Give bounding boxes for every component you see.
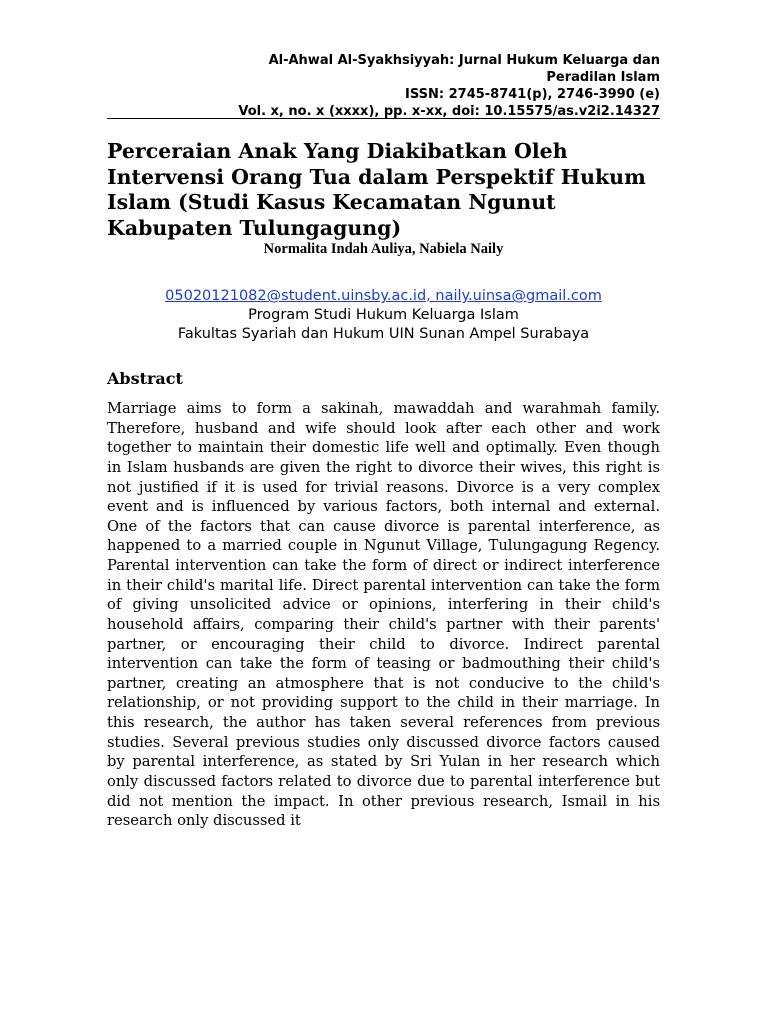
header-divider xyxy=(107,118,660,119)
author-emails-link[interactable]: 05020121082@student.uinsby.ac.id, naily.uinsa@gmail.com xyxy=(165,288,602,304)
abstract-text: Marriage aims to form a sakinah, mawaddah and warahmah family. Therefore, husband and wife should look after each other and work together to maintain their domestic life well and optimally. Even though in Islam husbands are given the right to divorce their wives, this right is not justified if it is used for trivial reasons. Divorce is a very complex event and is influenced by various factors, both internal and external. One of the factors that can cause divorce is parental interference, as happened to a married couple in Ngunut Village, Tulungagung Regency. Parental intervention can take the form of direct or indirect interference in their child's marital life. Direct parental intervention can take the form of giving unsolicited advice or opinions, interfering in their child's household affairs, comparing their child's partner with their parents' partner, or encouraging their child to divorce. Indirect parental intervention can take the form of teasing or badmouthing their child's partner, creating an atmosphere that is not conducive to the child's relationship, or not providing support to the child in their marriage. In this research, the author has taken several references from previous studies. Several previous studies only discussed divorce factors caused by parental interference, as stated by Sri Yulan in her research which only discussed factors related to divorce due to parental interference but did not mention the impact. In other previous research, Ismail in his research only discussed it xyxy=(107,400,660,830)
volume-doi: Vol. x, no. x (xxxx), pp. x-xx, doi: 10.15575/as.v2i2.14327 xyxy=(238,104,660,119)
affiliation-block xyxy=(107,287,660,344)
article-authors: Normalita Indah Auliya, Nabiela Naily xyxy=(263,241,504,257)
journal-name-line1: Al-Ahwal Al-Syakhsiyyah: Jurnal Hukum Keluarga dan xyxy=(268,53,660,68)
faculty: Fakultas Syariah dan Hukum UIN Sunan Ampel Surabaya xyxy=(177,326,590,342)
journal-header xyxy=(107,52,660,120)
study-program: Program Studi Hukum Keluarga Islam xyxy=(248,307,519,323)
issn: ISSN: 2745-8741(p), 2746-3990 (e) xyxy=(405,87,660,102)
abstract-heading: Abstract xyxy=(107,369,183,388)
journal-name-line2: Peradilan Islam xyxy=(546,70,660,85)
article-title: Perceraian Anak Yang Diakibatkan Oleh Intervensi Orang Tua dalam Perspektif Hukum Islam (Studi Kasus Kecamatan Ngunut Kabupaten Tulungagung) xyxy=(107,139,646,240)
